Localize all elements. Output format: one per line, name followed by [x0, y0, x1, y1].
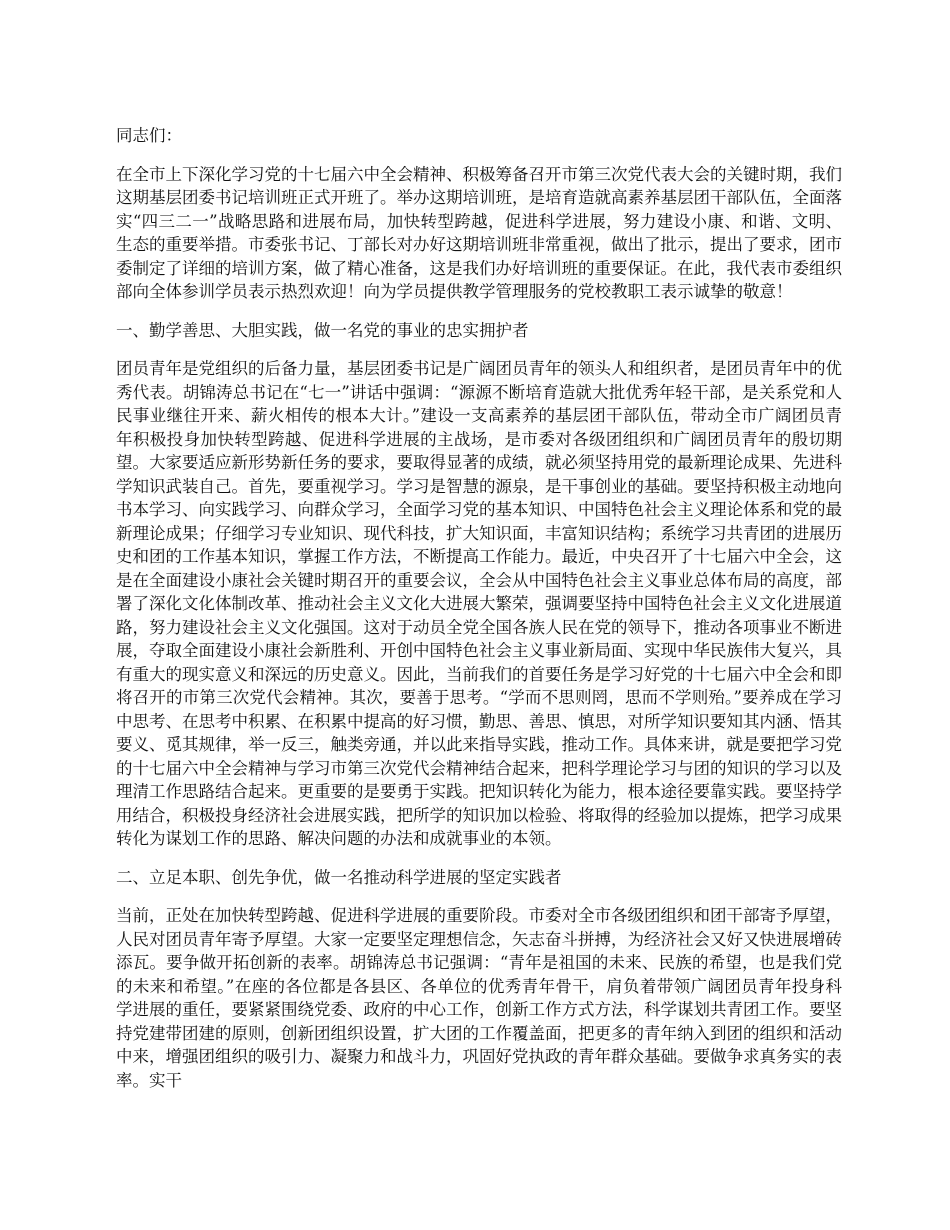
section-body-1: 团员青年是党组织的后备力量，基层团委书记是广阔团员青年的领头人和组织者，是团员青年中的优秀代表。胡锦涛总书记在“七一”讲话中强调：“源源不断培育造就大批优秀年轻干部，是关系党和人民事业继往开来、薪火相传的根本大计。”建设一支高素养的基层团干部队伍，带动全市广阔团员青年积极投身加快转型跨越、促进科学进展的主战场，是市委对各级团组织和广阔团员青年的殷切期望。大家要适应新形势新任务的要求，要取得显著的成绩，就必须坚持用党的最新理论成果、先进科学知识武装自己。首先，要重视学习。学习是智慧的源泉，是干事创业的基础。要坚持积极主动地向书本学习、向实践学习、向群众学习，全面学习党的基本知识、中国特色社会主义理论体系和党的最新理论成果；仔细学习专业知识、现代科技，扩大知识面，丰富知识结构；系统学习共青团的进展历史和团的工作基本知识，掌握工作方法，不断提高工作能力。最近，中央召开了十七届六中全会，这是在全面建设小康社会关键时期召开的重要会议，全会从中国特色社会主义事业总体布局的高度，部署了深化文化体制改革、推动社会主义文化大进展大繁荣，强调要坚持中国特色社会主义文化进展道路，努力建设社会主义文化强国。这对于动员全党全国各族人民在党的领导下，推动各项事业不断进展，夺取全面建设小康社会新胜利、开创中国特色社会主义事业新局面、实现中华民族伟大复兴，具有重大的现实意义和深远的历史意义。因此，当前我们的首要任务是学习好党的十七届六中全会和即将召开的市第三次党代会精神。其次，要善于思考。“学而不思则罔，思而不学则殆。”要养成在学习中思考、在思考中积累、在积累中提高的好习惯，勤思、善思、慎思，对所学知识要知其内涵、悟其要义、觅其规律，举一反三，触类旁通，并以此来指导实践，推动工作。具体来讲，就是要把学习党的十七届六中全会精神与学习市第三次党代会精神结合起来，把科学理论学习与团的知识的学习以及理清工作思路结合起来。更重要的是要勇于实践。把知识转化为能力，根本途径要靠实践。要坚持学用结合，积极投身经济社会进展实践，把所学的知识加以检验、将取得的经验加以提炼，把学习成果转化为谋划工作的思路、解决问题的办法和成就事业的本领。 [116, 359, 842, 848]
section-heading-1: 一、勤学善思、大胆实践，做一名党的事业的忠实拥护者 [116, 320, 529, 340]
document-page [116, 124, 842, 1092]
section-body-2: 当前，正处在加快转型跨越、促进科学进展的重要阶段。市委对全市各级团组织和团干部寄予厚望，人民对团员青年寄予厚望。大家一定要坚定理想信念，矢志奋斗拼搏，为经济社会又好又快进展增砖添瓦。要争做开拓创新的表率。胡锦涛总书记强调：“青年是祖国的未来、民族的希望，也是我们党的未来和希望。”在座的各位都是各县区、各单位的优秀青年骨干，肩负着带领广阔团员青年投身科学进展的重任，要紧紧围绕党委、政府的中心工作，创新工作方式方法，科学谋划共青团工作。要坚持党建带团建的原则，创新团组织设置，扩大团的工作覆盖面，把更多的青年纳入到团的组织和活动中来，增强团组织的吸引力、凝聚力和战斗力，巩固好党执政的青年群众基础。要做争求真务实的表率。实干 [116, 906, 842, 1090]
greeting-text: 同志们： [116, 126, 182, 145]
section-heading-2: 二、立足本职、创先争优，做一名推动科学进展的坚定实践者 [116, 867, 562, 887]
intro-paragraph: 在全市上下深化学习党的十七届六中全会精神、积极筹备召开市第三次党代表大会的关键时期，我们这期基层团委书记培训班正式开班了。举办这期培训班，是培育造就高素养基层团干部队伍，全面落实“四三二一”战略思路和进展布局，加快转型跨越，促进科学进展，努力建设小康、和谐、文明、生态的重要举措。市委张书记、丁部长对办好这期培训班非常重视，做出了批示，提出了要求，团市委制定了详细的培训方案，做了精心准备，这是我们办好培训班的重要保证。在此，我代表市委组织部向全体参训学员表示热烈欢迎！向为学员提供教学管理服务的党校教职工表示诚挚的敬意！ [116, 164, 842, 301]
